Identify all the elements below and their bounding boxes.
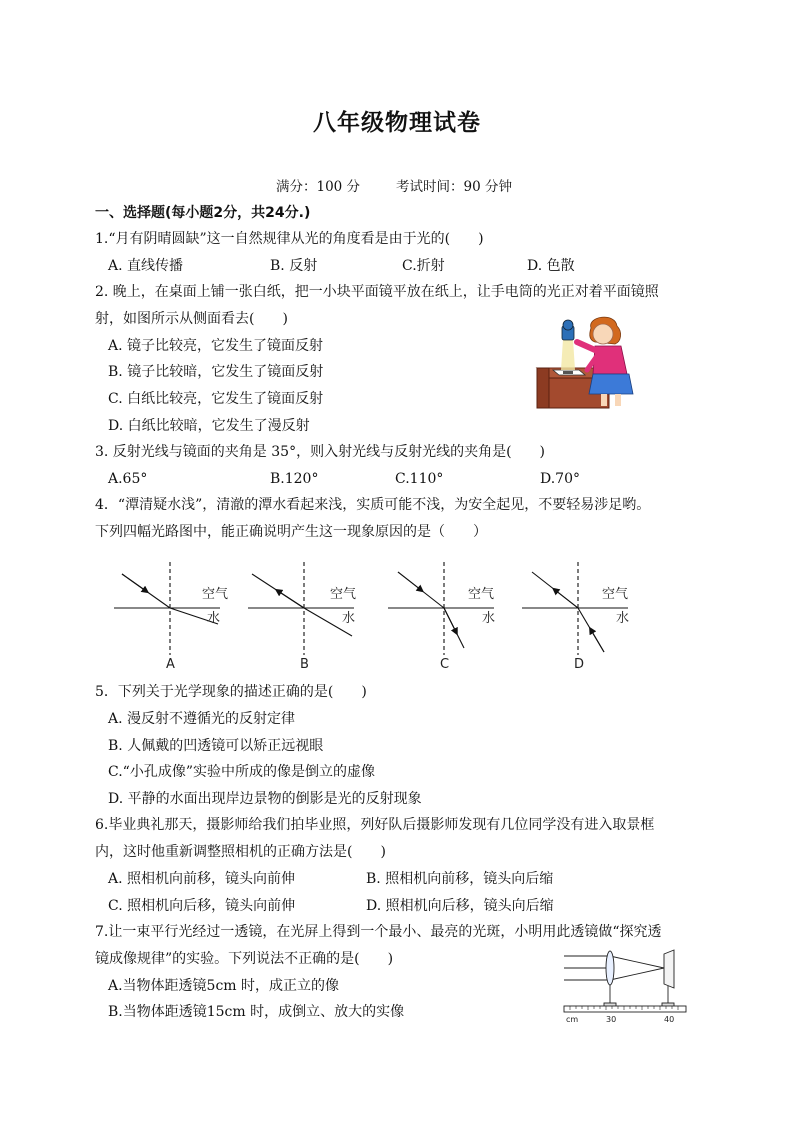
question-7-option-b: B.当物体距透镜15cm 时，成倒立、放大的实像 (108, 1004, 405, 1020)
diagram-d-air-label: 空气 (602, 587, 629, 602)
question-6-option-b: B. 照相机向前移，镜头向后缩 (366, 871, 554, 887)
question-2-option-c: C. 白纸比较亮，它发生了镜面反射 (108, 391, 324, 407)
score-info: 满分：100 分 (276, 179, 361, 195)
question-1-option-a: A. 直线传播 (108, 258, 184, 274)
question-4-stem-line2: 下列四幅光路图中，能正确说明产生这一现象原因的是（ ） (95, 524, 487, 540)
question-7-stem-line1: 7.让一束平行光经过一透镜，在光屏上得到一个最小、最亮的光斑，小明用此透镜做“探究透 (95, 924, 662, 940)
section-heading: 一、选择题(每小题2分，共24分.) (95, 205, 311, 221)
question-7-lens-diagram (560, 948, 690, 1026)
question-1-option-b: B. 反射 (270, 258, 318, 274)
question-6-stem-line1: 6.毕业典礼那天，摄影师给我们拍毕业照，列好队后摄影师发现有几位同学没有进入取景框 (95, 817, 655, 833)
question-7-stem-line2: 镜成像规律”的实验。下列说法不正确的是( ) (95, 951, 394, 967)
diagram-label-d: D (574, 657, 585, 672)
diagram-b-air-label: 空气 (330, 587, 357, 602)
question-3-stem: 3. 反射光线与镜面的夹角是 35°，则入射光线与反射光线的夹角是( ) (95, 444, 545, 460)
page-title: 八年级物理试卷 (313, 110, 481, 136)
diagram-a-air-label: 空气 (202, 587, 229, 602)
question-1-option-d: D. 色散 (527, 258, 575, 274)
question-1-stem: 1.“月有阴晴圆缺”这一自然规律从光的角度看是由于光的( ) (95, 231, 484, 247)
diagram-label-c: C (440, 657, 450, 672)
question-3-option-d: D.70° (540, 471, 580, 487)
question-2-stem-line2: 射，如图所示从侧面看去( ) (95, 311, 288, 327)
question-3-option-b: B.120° (270, 471, 319, 487)
question-1-option-c: C.折射 (402, 258, 445, 274)
question-2-illustration (535, 312, 645, 410)
question-6-option-d: D. 照相机向后移，镜头向后缩 (366, 898, 554, 914)
diagram-c-water-label: 水 (482, 611, 496, 626)
time-info: 考试时间：90 分钟 (396, 179, 512, 195)
question-5-option-d: D. 平静的水面出现岸边景物的倒影是光的反射现象 (108, 791, 422, 807)
diagram-a-water-label: 水 (207, 611, 221, 626)
question-5-option-a: A. 漫反射不遵循光的反射定律 (108, 711, 296, 727)
question-4-stem-line1: 4．“潭清疑水浅”，清澈的潭水看起来浅，实质可能不浅，为安全起见，不要轻易涉足哟。 (95, 497, 651, 513)
lens-scale-tick-40: 40 (664, 1015, 675, 1024)
question-2-option-d: D. 白纸比较暗，它发生了漫反射 (108, 418, 310, 434)
question-5-stem: 5．下列关于光学现象的描述正确的是( ) (95, 684, 367, 700)
question-3-option-a: A.65° (108, 471, 148, 487)
question-5-option-c: C.“小孔成像”实验中所成的像是倒立的虚像 (108, 764, 375, 780)
question-2-option-a: A. 镜子比较亮，它发生了镜面反射 (108, 338, 324, 354)
question-2-option-b: B. 镜子比较暗，它发生了镜面反射 (108, 364, 324, 380)
diagram-label-b: B (300, 657, 309, 672)
question-6-option-c: C. 照相机向后移，镜头向前伸 (108, 898, 296, 914)
question-5-option-b: B. 人佩戴的凹透镜可以矫正远视眼 (108, 738, 324, 754)
diagram-label-a: A (166, 657, 175, 672)
question-6-option-a: A. 照相机向前移，镜头向前伸 (108, 871, 296, 887)
diagram-b-water-label: 水 (342, 611, 356, 626)
lens-scale-tick-30: 30 (606, 1015, 617, 1024)
question-6-stem-line2: 内，这时他重新调整照相机的正确方法是( ) (95, 844, 386, 860)
question-3-option-c: C.110° (395, 471, 444, 487)
question-7-option-a: A.当物体距透镜5cm 时，成正立的像 (108, 978, 340, 994)
diagram-d-water-label: 水 (616, 611, 630, 626)
question-4-ray-diagrams (110, 560, 640, 675)
diagram-c-air-label: 空气 (468, 587, 495, 602)
question-2-stem-line1: 2. 晚上，在桌面上铺一张白纸，把一小块平面镜平放在纸上，让手电筒的光正对着平面镜照 (95, 284, 659, 300)
lens-scale-unit: cm (566, 1015, 579, 1024)
